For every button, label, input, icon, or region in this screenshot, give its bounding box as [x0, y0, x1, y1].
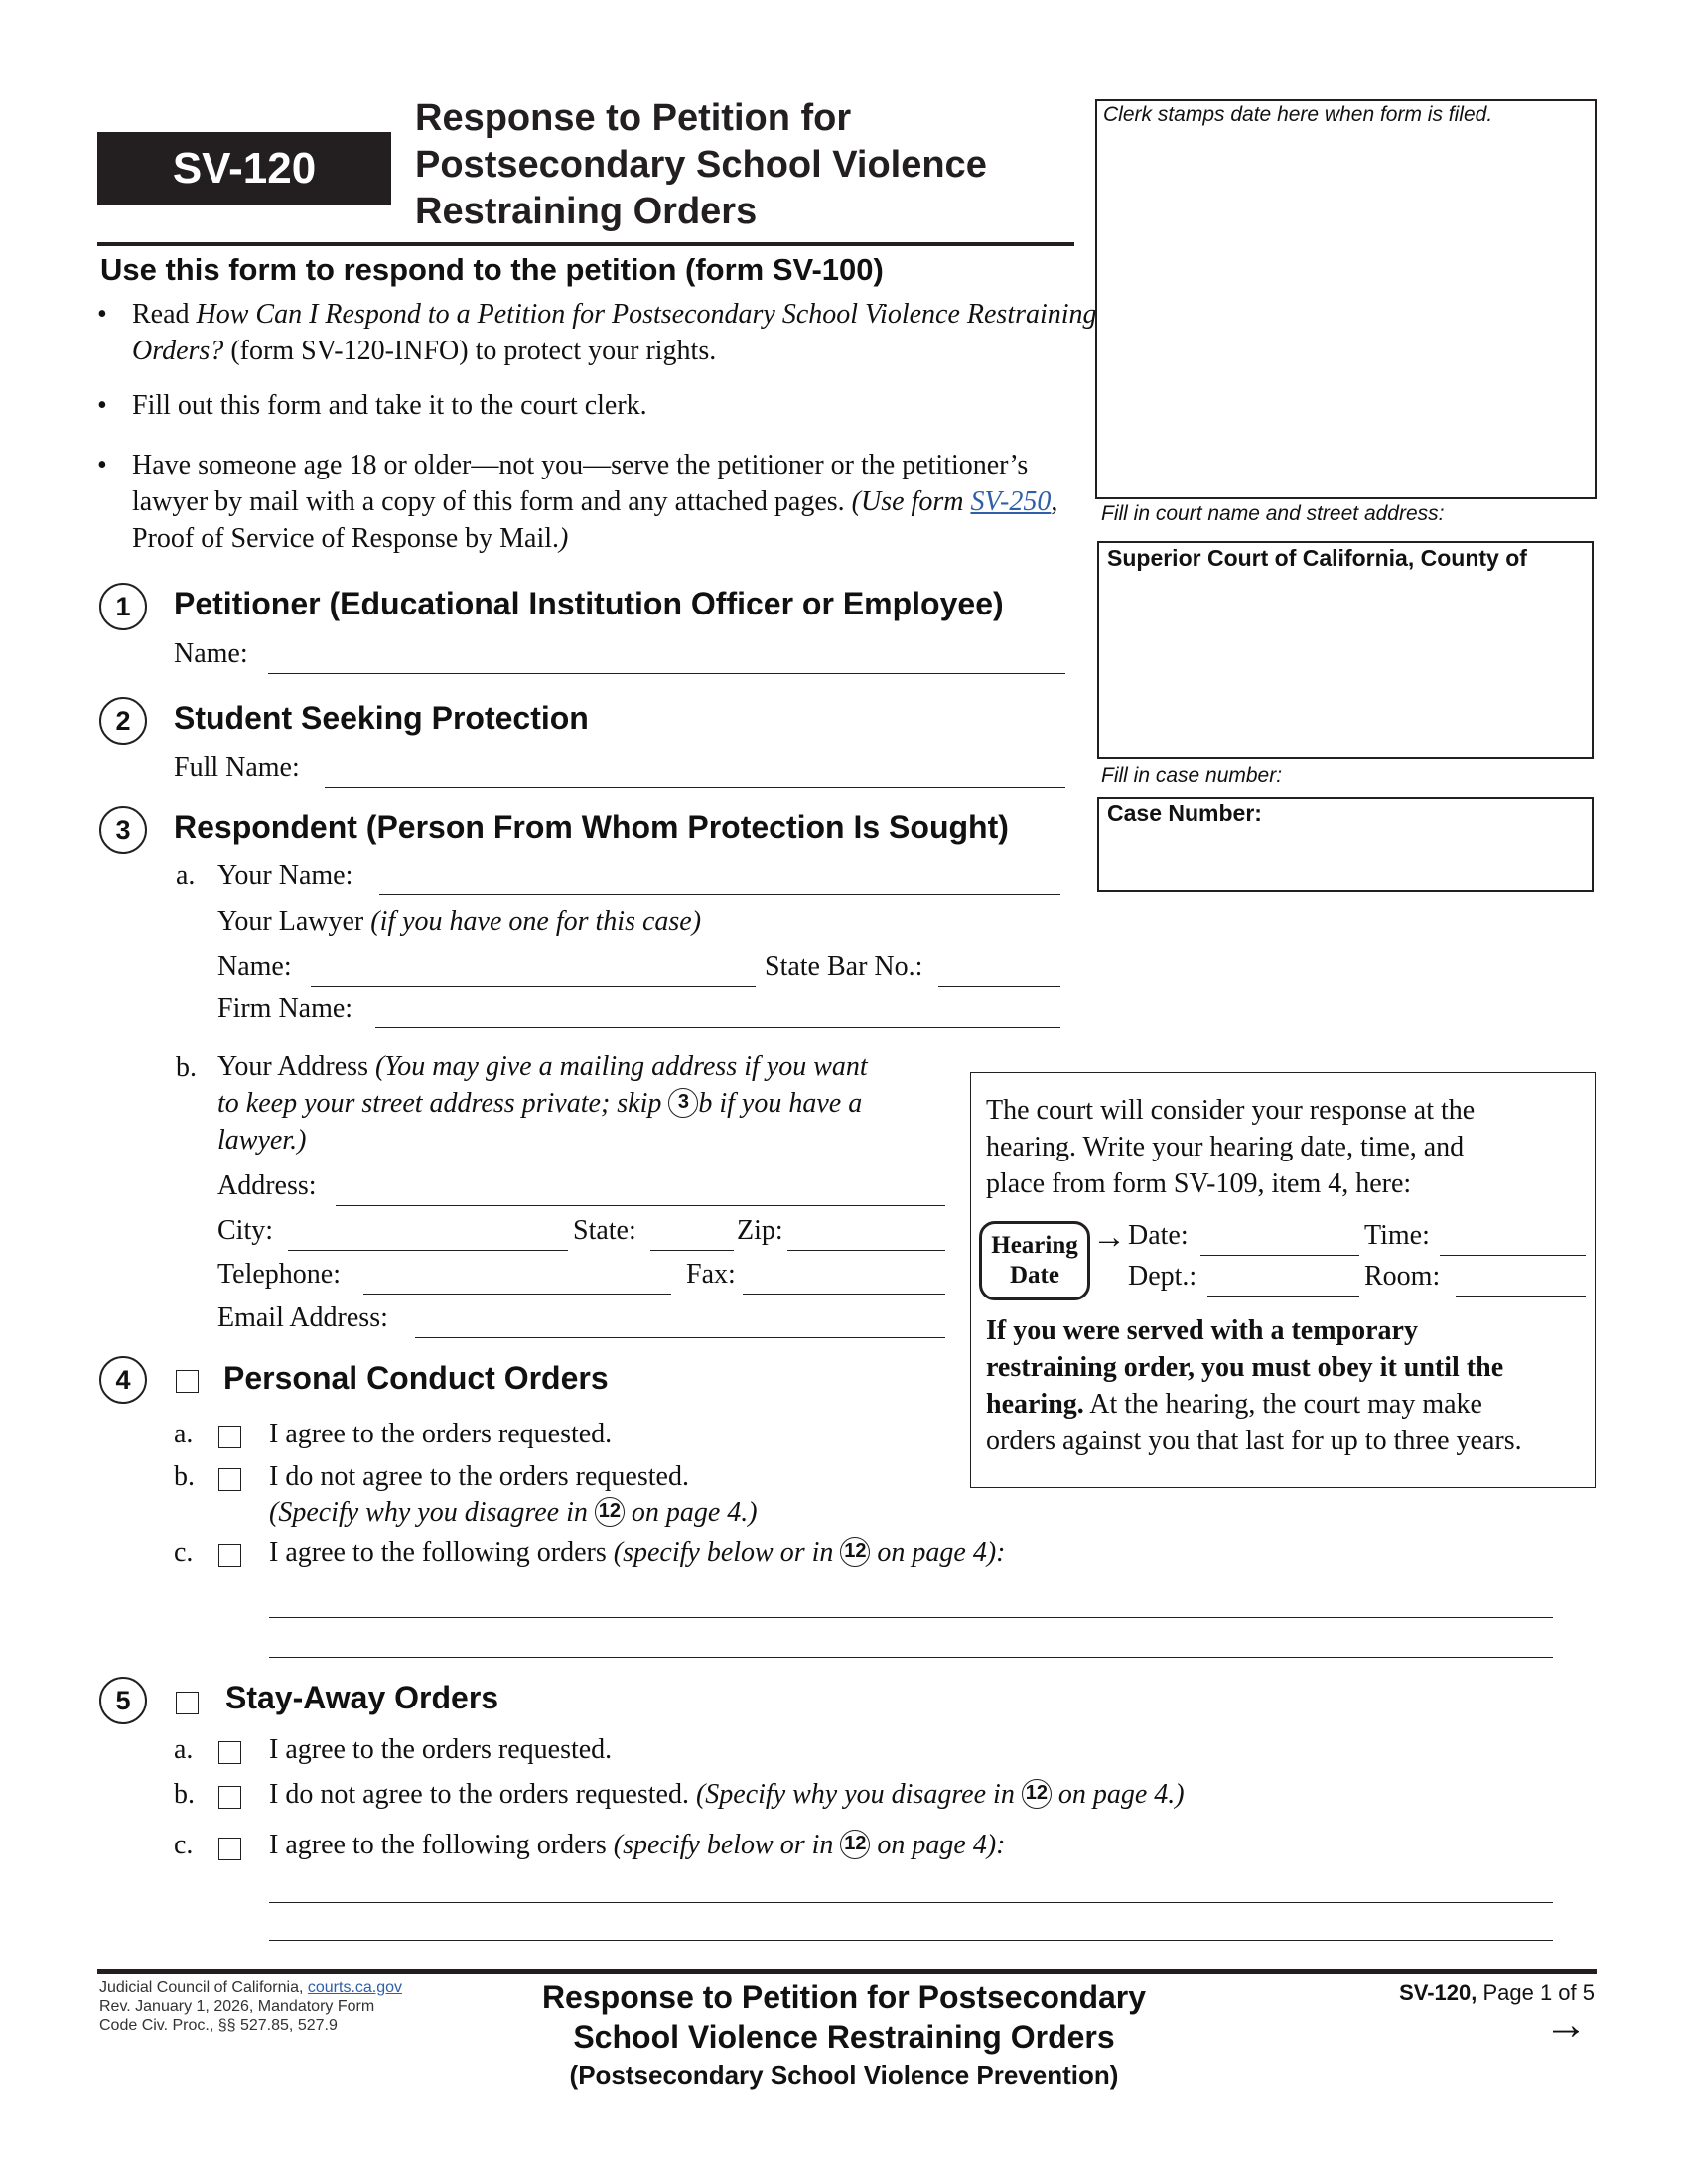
footer-rule — [97, 1969, 1597, 1974]
footer-subtitle: (Postsecondary School Violence Prevention) — [569, 2060, 1119, 2090]
hearing-dept-field[interactable] — [1207, 1296, 1359, 1297]
conduct-agree-label: I agree to the orders requested. — [269, 1419, 613, 1449]
instruction-text: Read — [132, 299, 197, 330]
hearing-dept-label: Dept.: — [1128, 1261, 1197, 1292]
your-lawyer-label: Your Lawyer (if you have one for this case) — [217, 906, 702, 937]
section-3-number: 3 — [99, 806, 147, 854]
arrow-right-icon: → — [1092, 1218, 1126, 1256]
your-name-label: Your Name: — [217, 860, 353, 890]
item-letter: c. — [174, 1537, 194, 1568]
address-field[interactable] — [336, 1205, 945, 1206]
clerk-stamp-box[interactable] — [1095, 99, 1597, 499]
conduct-disagree-checkbox[interactable] — [218, 1468, 241, 1491]
state-bar-label: State Bar No.: — [765, 951, 923, 982]
stay-away-checkbox[interactable] — [176, 1692, 199, 1714]
item-letter: b. — [176, 1052, 197, 1083]
hearing-time-label: Time: — [1364, 1220, 1430, 1251]
section-5-title: Stay-Away Orders — [225, 1680, 499, 1715]
address-instructions: Your Address (You may give a mailing address if you want to keep your street address private; skip 3 b if you have a lawyer.) — [217, 1051, 868, 1156]
zip-field[interactable] — [787, 1250, 945, 1251]
your-name-field[interactable] — [379, 894, 1060, 895]
state-label: State: — [573, 1215, 636, 1246]
item-letter: b. — [174, 1461, 195, 1492]
section-3-title: Respondent (Person From Whom Protection Is Sought) — [174, 809, 1009, 845]
section-5-number: 5 — [99, 1677, 147, 1724]
case-number-instruction: Fill in case number: — [1101, 764, 1283, 787]
city-field[interactable] — [288, 1250, 568, 1251]
telephone-field[interactable] — [363, 1294, 671, 1295]
section-ref-circle: 12 — [595, 1497, 625, 1527]
conduct-disagree-note: (Specify why you disagree in 12 on page 4.) — [269, 1497, 758, 1528]
instruction-text: Have someone age 18 or older—not you—serve the petitioner or the petitioner’s lawyer by mail with a copy of this form and any attached pages. — [132, 450, 1029, 517]
sv-250-link[interactable]: SV-250 — [970, 486, 1052, 517]
student-name-field[interactable] — [325, 787, 1065, 788]
hearing-date-field[interactable] — [1200, 1255, 1359, 1256]
student-name-label: Full Name: — [174, 752, 300, 783]
conduct-disagree-label: I do not agree to the orders requested. — [269, 1461, 689, 1492]
hearing-intro: The court will consider your response at the hearing. Write your hearing date, time, and place from form SV-109, item 4, here: — [986, 1095, 1476, 1199]
stay-away-disagree-checkbox[interactable] — [218, 1786, 241, 1809]
court-name-box[interactable] — [1097, 541, 1594, 759]
section-ref-circle: 12 — [840, 1537, 870, 1567]
bullet: • — [97, 299, 107, 330]
instruction-note: ) — [559, 523, 569, 554]
telephone-label: Telephone: — [217, 1259, 341, 1290]
stay-away-agree-checkbox[interactable] — [218, 1741, 241, 1764]
fax-field[interactable] — [743, 1294, 945, 1295]
courts-link[interactable]: courts.ca.gov — [307, 1979, 403, 1996]
city-label: City: — [217, 1215, 274, 1246]
footer-citation: Judicial Council of California, courts.ca.gov Rev. January 1, 2026, Mandatory Form Code Civ. Proc., §§ 527.85, 527.9 — [99, 1979, 403, 2034]
case-number-label: Case Number: — [1107, 800, 1262, 826]
stay-away-disagree-label: I do not agree to the orders requested. (Specify why you disagree in 12 on page 4.) — [269, 1779, 1185, 1810]
stay-away-orders-line[interactable] — [269, 1940, 1553, 1941]
court-name-prefill: Superior Court of California, County of — [1107, 545, 1527, 571]
email-field[interactable] — [415, 1337, 945, 1338]
personal-conduct-checkbox[interactable] — [176, 1370, 199, 1393]
hearing-date-badge: Hearing Date — [979, 1221, 1090, 1300]
bullet: • — [97, 450, 107, 480]
section-ref-circle: 3 — [668, 1088, 698, 1118]
form-title-line-3: Restraining Orders — [415, 191, 758, 232]
conduct-orders-line[interactable] — [269, 1657, 1553, 1658]
petitioner-name-field[interactable] — [268, 673, 1065, 674]
section-ref-circle: 12 — [1022, 1779, 1052, 1809]
instruction-text: (form SV-120-INFO) to protect your rights. — [223, 336, 717, 366]
instruction-serve — [97, 447, 1080, 561]
instruction-text: , Proof of Service of Response by Mail. — [132, 486, 1058, 554]
hearing-date-label: Date: — [1128, 1220, 1189, 1251]
lawyer-name-label: Name: — [217, 951, 292, 982]
stay-away-agree-following-checkbox[interactable] — [218, 1838, 241, 1860]
stay-away-agree-following-label: I agree to the following orders (specify below or in 12 on page 4): — [269, 1830, 1006, 1860]
bullet: • — [97, 390, 107, 421]
footer-title: Response to Petition for Postsecondary School Violence Restraining Orders — [541, 1979, 1147, 2055]
state-bar-field[interactable] — [938, 986, 1060, 987]
petitioner-name-label: Name: — [174, 638, 248, 669]
section-4-number: 4 — [99, 1356, 147, 1404]
conduct-agree-following-label: I agree to the following orders (specify below or in 12 on page 4): — [269, 1537, 1006, 1568]
stay-away-agree-label: I agree to the orders requested. — [269, 1734, 613, 1765]
clerk-stamp-label: Clerk stamps date here when form is filed. — [1103, 103, 1493, 126]
hearing-room-field[interactable] — [1456, 1296, 1586, 1297]
form-title — [415, 95, 1051, 235]
item-letter: a. — [174, 1734, 194, 1765]
form-subheading: Use this form to respond to the petition (form SV-100) — [100, 252, 884, 287]
form-number: SV-120 — [97, 132, 391, 205]
header-rule — [97, 242, 1074, 246]
form-title-line-1: Response to Petition for — [415, 97, 852, 139]
hearing-time-field[interactable] — [1440, 1255, 1586, 1256]
conduct-agree-following-checkbox[interactable] — [218, 1544, 241, 1567]
address-label: Address: — [217, 1170, 317, 1201]
court-name-instruction: Fill in court name and street address: — [1101, 502, 1445, 525]
item-letter: b. — [174, 1779, 195, 1810]
instruction-text: Fill out this form and take it to the court clerk. — [132, 390, 647, 421]
page-indicator: SV-120, Page 1 of 5 — [1399, 1980, 1595, 2005]
item-letter: a. — [176, 860, 196, 890]
conduct-agree-checkbox[interactable] — [218, 1426, 241, 1448]
firm-name-label: Firm Name: — [217, 993, 353, 1024]
lawyer-name-field[interactable] — [311, 986, 756, 987]
section-2-title: Student Seeking Protection — [174, 700, 589, 736]
next-page-arrow-icon: → — [1544, 2000, 1588, 2049]
hearing-room-label: Room: — [1364, 1261, 1441, 1292]
item-letter: c. — [174, 1830, 194, 1860]
form-title-line-2: Postsecondary School Violence — [415, 144, 987, 186]
info-form-title: How Can I Respond to a Petition for Postsecondary School Violence Restraining Orders? — [132, 299, 1097, 366]
instruction-fill-out — [97, 387, 1080, 427]
zip-label: Zip: — [737, 1215, 783, 1246]
section-4-title: Personal Conduct Orders — [223, 1360, 609, 1396]
conduct-orders-line[interactable] — [269, 1617, 1553, 1618]
state-field[interactable] — [650, 1250, 734, 1251]
item-letter: a. — [174, 1419, 194, 1449]
instruction-note: (Use form SV-250 — [851, 486, 1052, 517]
instruction-read-info — [97, 296, 1097, 375]
section-2-number: 2 — [99, 697, 147, 745]
case-number-box[interactable] — [1097, 797, 1594, 892]
section-1-number: 1 — [99, 583, 147, 630]
fax-label: Fax: — [686, 1259, 736, 1290]
email-label: Email Address: — [217, 1302, 388, 1333]
firm-name-field[interactable] — [375, 1027, 1060, 1028]
stay-away-orders-line[interactable] — [269, 1902, 1553, 1903]
section-ref-circle: 12 — [840, 1830, 870, 1859]
tro-warning: If you were served with a temporary restraining order, you must obey it until the hearing. At the hearing, the court may make orders against you that last for up to three years. — [986, 1315, 1522, 1456]
section-1-title: Petitioner (Educational Institution Officer or Employee) — [174, 586, 1004, 621]
